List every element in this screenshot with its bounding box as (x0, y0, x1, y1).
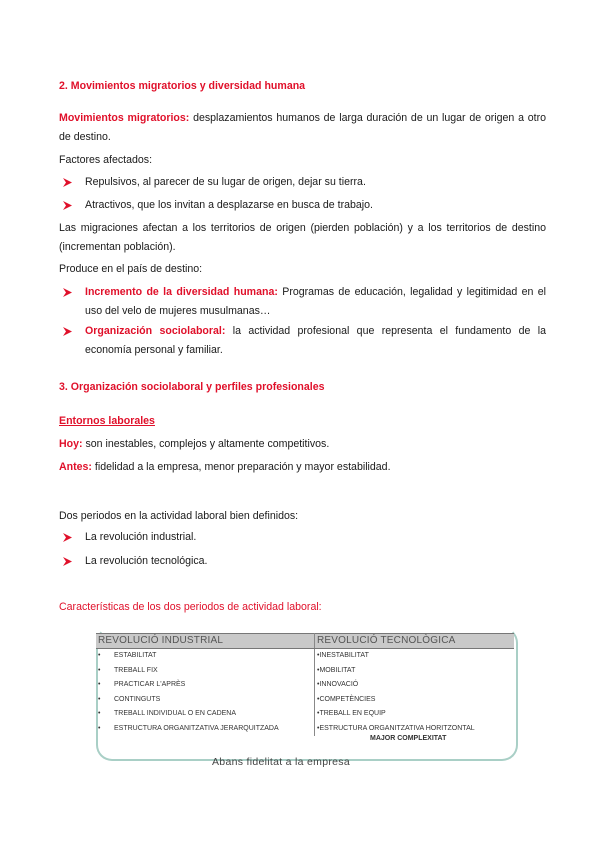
tecnologica-item: •MOBILITAT (317, 666, 356, 674)
factor-item (63, 196, 546, 215)
definition-text: desplazamientos humanos de larga duración de un lugar de origen a otro de destino. (59, 112, 546, 143)
tecnologica-item: •TREBALL EN EQUIP (317, 710, 386, 717)
produces-term: Incremento de la diversidad humana: (85, 286, 278, 298)
tecnologica-item: •ESTRUCTURA ORGANITZATIVA HORITZONTAL (317, 724, 475, 732)
industrial-item: • TREBALL FIX (98, 666, 158, 674)
industrial-item: • TREBALL INDIVIDUAL O EN CADENA (98, 710, 237, 717)
antes-line (59, 458, 546, 477)
industrial-item: • ESTRUCTURA ORGANITZATIVA JERARQUITZADA (98, 724, 279, 732)
arrow-bullet-icon (63, 552, 77, 571)
arrow-bullet-icon (63, 322, 77, 341)
period-text: La revolución tecnológica. (85, 555, 208, 567)
factor-text: Repulsivos, al parecer de su lugar de origen, dejar su tierra. (85, 176, 366, 188)
arrow-bullet-icon (63, 173, 77, 192)
industrial-column (96, 649, 315, 737)
hoy-term: Hoy: (59, 438, 83, 450)
tecnologica-item: •COMPETÈNCIES (317, 695, 376, 703)
arrow-bullet-icon (63, 196, 77, 215)
produces-item (63, 322, 546, 360)
factor-item (63, 173, 546, 192)
produces-term: Organización sociolaboral: (85, 325, 226, 337)
figure-caption: Abans fidelitat a la empresa (212, 756, 350, 768)
period-text: La revolución industrial. (85, 531, 197, 543)
comparison-table (96, 633, 514, 736)
major-complexitat-label: MAJOR COMPLEXITAT (370, 735, 447, 742)
tecnologica-item: •INNOVACIÓ (317, 681, 359, 688)
hoy-line (59, 435, 546, 454)
header-industrial: REVOLUCIÓ INDUSTRIAL (96, 634, 315, 649)
industrial-item: • CONTINGUTS (98, 695, 161, 703)
tecnologica-column (315, 649, 515, 737)
period-item (63, 528, 546, 547)
produces-text: la actividad profesional que representa el fundamento de la economía personal y familiar. (85, 325, 546, 356)
produces-label: Produce en el país de destino: (59, 263, 203, 275)
entornos-subheading: Entornos laborales (59, 415, 155, 427)
industrial-item: • PRACTICAR L'APRÈS (98, 681, 186, 688)
antes-text: fidelidad a la empresa, menor preparación y mayor estabilidad. (91, 461, 391, 473)
section-3-heading: 3. Organización sociolaboral y perfiles profesionales (59, 381, 325, 393)
industrial-item: • ESTABILITAT (98, 652, 157, 659)
header-tecnologica: REVOLUCIÓ TECNOLÒGICA (315, 634, 515, 649)
hoy-text: son inestables, complejos y altamente competitivos. (82, 438, 330, 450)
period-item (63, 552, 546, 571)
migration-definition (59, 109, 546, 147)
arrow-bullet-icon (63, 528, 77, 547)
antes-term: Antes: (59, 461, 92, 473)
section-2-heading: 2. Movimientos migratorios y diversidad humana (59, 80, 306, 92)
produces-text: Programas de educación, legalidad y legitimidad en el uso del velo de mujeres musulmanas… (85, 286, 546, 317)
produces-item (63, 283, 546, 321)
factors-label: Factores afectados: (59, 154, 153, 166)
periods-label: Dos periodos en la actividad laboral bien definidos: (59, 510, 299, 522)
revolution-comparison-figure (86, 627, 526, 775)
tecnologica-item: •INESTABILITAT (317, 652, 369, 659)
arrow-bullet-icon (63, 283, 77, 302)
factor-text: Atractivos, que los invitan a desplazarse en busca de trabajo. (85, 199, 373, 211)
characteristics-heading: Características de los dos periodos de actividad laboral: (59, 601, 322, 613)
definition-term: Movimientos migratorios: (59, 112, 190, 124)
migration-effects-paragraph: Las migraciones afectan a los territorios de origen (pierden población) y a los territorios de destino (incrementan población). (59, 222, 546, 253)
